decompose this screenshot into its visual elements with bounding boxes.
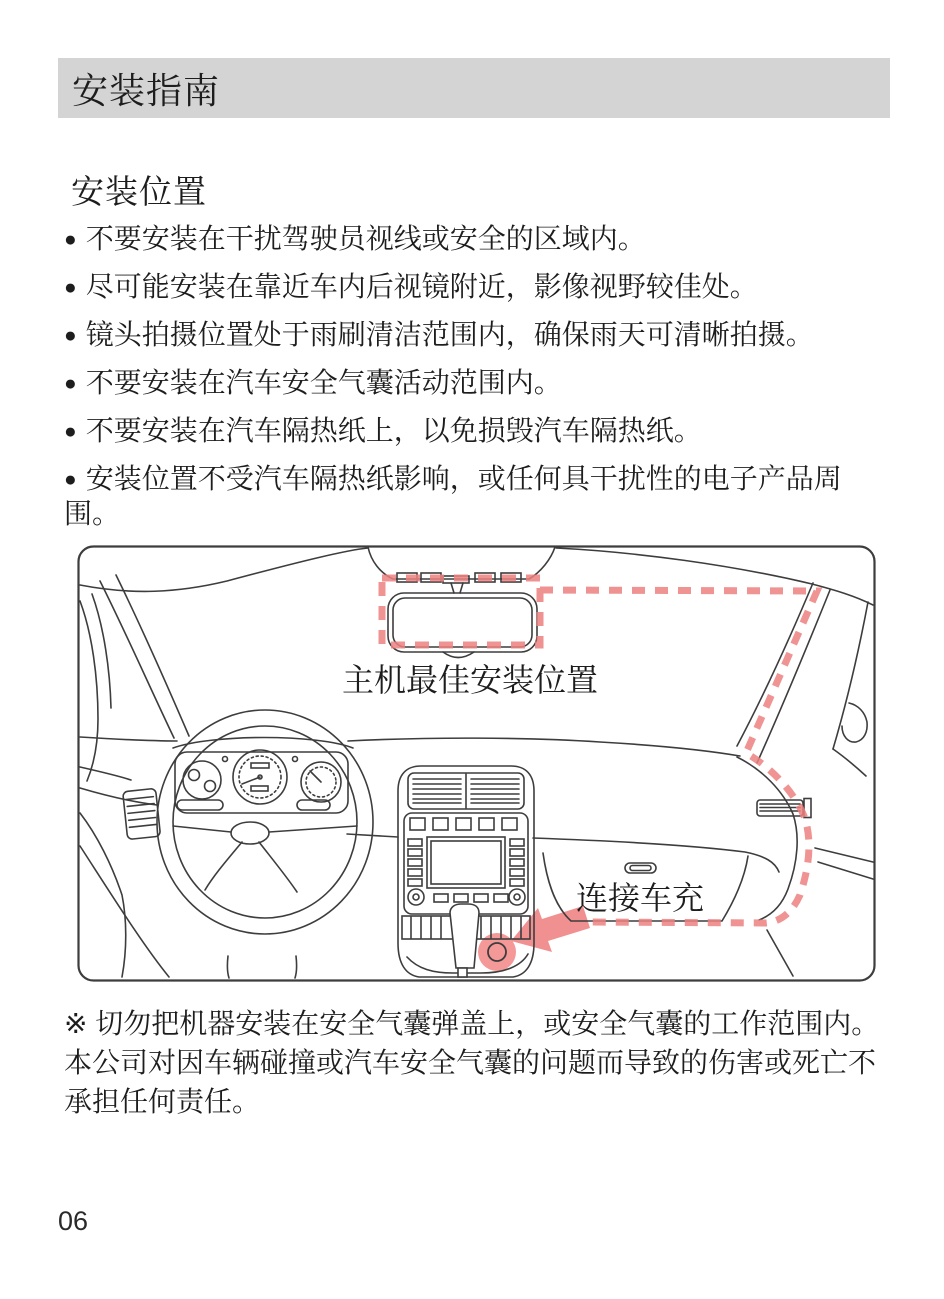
airbag-warning-note: ※ 切勿把机器安装在安全气囊弹盖上，或安全气囊的工作范围内。本公司对因车辆碰撞或汽车安全气囊的问题而导致的伤害或死亡不承担任何责任。: [64, 1008, 880, 1117]
header-bar: [58, 58, 890, 118]
bullet-icon: ●: [64, 420, 77, 443]
roofline: [80, 548, 873, 605]
install-diagram: [77, 545, 876, 982]
list-item: [64, 414, 876, 449]
overhead-console: [368, 547, 555, 593]
list-item: [64, 270, 876, 305]
list-item: [64, 462, 876, 531]
instrument-cluster: [173, 738, 353, 814]
left-pillar: [80, 575, 189, 781]
bullet-icon: ●: [64, 276, 77, 299]
bullet-text: 安装位置不受汽车隔热纸影响，或任何具干扰性的电子产品周围。: [64, 463, 842, 529]
bullet-text: 镜头拍摄位置处于雨刷清洁范围内，确保雨天可清晰拍摄。: [85, 319, 814, 350]
mount-position-label: 主机最佳安装位置: [341, 662, 599, 698]
page-title: 安装指南: [72, 69, 221, 111]
gear-shifter: [450, 904, 479, 968]
bullet-text: 不要安装在汽车安全气囊活动范围内。: [85, 367, 562, 398]
line-art: [79, 547, 875, 981]
cable-route-dashed-line: [540, 590, 817, 923]
bullet-icon: ●: [64, 324, 77, 347]
radio-screen: [427, 837, 505, 888]
page-number: 06: [58, 1206, 89, 1236]
charger-connect-label: 连接车充: [575, 880, 705, 916]
car-interior-drawing: [77, 545, 876, 982]
list-item: [64, 318, 876, 353]
bullet-icon: ●: [64, 228, 77, 251]
bullet-icon: ●: [64, 468, 77, 491]
list-item: [64, 222, 876, 257]
list-item: [64, 366, 876, 401]
bullet-text: 尽可能安装在靠近车内后视镜附近，影像视野较佳处。: [85, 271, 758, 302]
left-air-vent: [123, 788, 161, 839]
bullet-text: 不要安装在干扰驾驶员视线或安全的区域内。: [85, 223, 646, 254]
bullet-text: 不要安装在汽车隔热纸上，以免损毁汽车隔热纸。: [85, 415, 702, 446]
bullet-icon: ●: [64, 372, 77, 395]
install-tips-list: [64, 222, 876, 544]
dashed-overlays: [382, 578, 817, 923]
section-title: 安装位置: [71, 173, 207, 210]
